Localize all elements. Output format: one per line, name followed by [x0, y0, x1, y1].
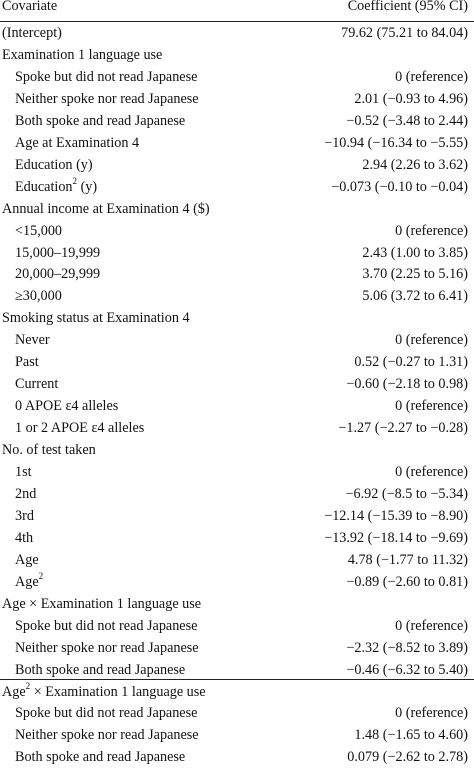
- covariate-label-text: Examination 1 language use: [2, 46, 163, 63]
- covariate-label: [15, 176, 97, 198]
- covariate-label-text: Past: [15, 354, 39, 371]
- covariate-label: [15, 132, 139, 154]
- covariate-label: [15, 88, 199, 110]
- covariate-label-text: No. of test taken: [2, 442, 96, 459]
- section-heading-row: [0, 198, 474, 220]
- table-row: [0, 88, 474, 110]
- covariate-label-text: Never: [15, 332, 50, 349]
- covariate-label-suffix: (y): [77, 178, 98, 195]
- table-row: [0, 461, 474, 483]
- covariate-label-text: Neither spoke nor read Japanese: [15, 639, 199, 656]
- covariate-label: [15, 154, 93, 176]
- covariate-label: [15, 373, 58, 395]
- coefficient-value: −2.32 (−8.52 to 3.89): [346, 639, 468, 656]
- covariate-label-text: 3rd: [15, 507, 34, 524]
- table-row: [0, 329, 474, 351]
- table-row: [0, 417, 474, 439]
- covariate-label-text: Annual income at Examination 4 ($): [2, 200, 210, 217]
- covariate-label: [15, 483, 36, 505]
- covariate-label: [15, 659, 185, 681]
- coefficient-value: 0 (reference): [395, 398, 468, 415]
- covariate-label: [15, 417, 144, 439]
- coefficient-value: −0.46 (−6.32 to 5.40): [346, 661, 468, 678]
- covariate-label-text: Education (y): [15, 156, 93, 173]
- covariate-label-text: 4th: [15, 529, 34, 546]
- covariate-label: [2, 44, 162, 66]
- covariate-label-text: <15,000: [15, 222, 63, 239]
- superscript: 2: [72, 175, 78, 186]
- covariate-label-text: 15,000–19,999: [15, 244, 101, 261]
- covariate-label-text: 2nd: [15, 485, 37, 502]
- table-row: [0, 659, 474, 681]
- covariate-label-text: Age: [15, 551, 39, 568]
- covariate-label: [15, 285, 62, 307]
- covariate-label-text: Current: [15, 376, 59, 393]
- covariate-label-text: Both spoke and read Japanese: [15, 112, 186, 129]
- covariate-label-text: (Intercept): [2, 25, 62, 41]
- covariate-label: [15, 571, 43, 593]
- table-row: [0, 242, 474, 264]
- table-row: [0, 505, 474, 527]
- table-row: [0, 285, 474, 307]
- covariate-label-text: Age × Examination 1 language use: [2, 595, 202, 612]
- covariate-label-text: 1 or 2 APOE ε4 alleles: [15, 420, 145, 437]
- covariate-label: [15, 549, 39, 571]
- covariate-label: [2, 307, 190, 329]
- covariate-label-text: Both spoke and read Japanese: [15, 661, 186, 678]
- covariate-label-text: 1st: [15, 464, 32, 480]
- covariate-column-header: Covariate: [2, 0, 58, 14]
- covariate-label: [2, 593, 201, 615]
- covariate-label-text: 0 APOE ε4 alleles: [15, 398, 119, 415]
- covariate-label: [15, 395, 118, 417]
- table-row: [0, 154, 474, 176]
- covariate-label: [15, 66, 197, 88]
- covariate-label-text: Spoke but did not read Japanese: [15, 705, 198, 722]
- table-row: [0, 702, 474, 724]
- coefficient-value: 0 (reference): [395, 464, 468, 480]
- covariate-label: [15, 461, 32, 483]
- coefficient-value: 79.62 (75.21 to 84.04): [341, 25, 468, 41]
- coefficient-value: −0.89 (−2.60 to 0.81): [346, 573, 468, 590]
- coefficient-value: −0.073 (−0.10 to −0.04): [331, 178, 468, 195]
- covariate-label: [15, 637, 199, 659]
- table-row: [0, 132, 474, 154]
- covariate-label-text: Age: [2, 683, 26, 700]
- coefficient-column-header: Coefficient (95% CI): [347, 0, 468, 14]
- covariate-label-text: Education: [15, 178, 73, 195]
- coefficient-value: −0.52 (−3.48 to 2.44): [346, 112, 468, 129]
- table-row: [0, 637, 474, 659]
- covariate-label: [15, 615, 197, 637]
- covariate-label-text: 20,000–29,999: [15, 266, 101, 283]
- covariate-label-text: Neither spoke nor read Japanese: [15, 90, 199, 107]
- covariate-label-text: Spoke but did not read Japanese: [15, 68, 198, 85]
- section-heading-row: [0, 681, 474, 703]
- coefficient-value: 0 (reference): [395, 68, 468, 85]
- table-row: [0, 724, 474, 746]
- coefficient-value: 1.48 (−1.65 to 4.60): [354, 727, 468, 744]
- coefficient-value: −13.92 (−18.14 to −9.69): [324, 529, 468, 546]
- section-heading-row: [0, 593, 474, 615]
- table-row: [0, 110, 474, 132]
- covariate-label: [15, 702, 197, 724]
- covariate-label-text: ≥30,000: [15, 288, 62, 305]
- covariate-label-text: Age at Examination 4: [15, 134, 140, 151]
- covariate-label: [15, 527, 33, 549]
- coefficient-value: 0 (reference): [395, 617, 468, 634]
- table-row: [0, 746, 474, 768]
- table-row: [0, 351, 474, 373]
- coefficient-value: 5.06 (3.72 to 6.41): [362, 288, 468, 305]
- coefficient-value: −10.94 (−16.34 to −5.55): [324, 134, 468, 151]
- coefficient-value: 0.52 (−0.27 to 1.31): [354, 354, 468, 371]
- covariate-label-text: Age: [15, 573, 39, 590]
- covariate-label-text: Neither spoke nor read Japanese: [15, 727, 199, 744]
- covariate-label-text: Both spoke and read Japanese: [15, 749, 186, 766]
- covariate-label-suffix: × Examination 1 language use: [30, 683, 206, 700]
- covariate-label: [15, 263, 100, 285]
- coefficient-value: 2.94 (2.26 to 3.62): [362, 156, 468, 173]
- table-row: [0, 483, 474, 505]
- coefficient-value: 0.079 (−2.62 to 2.78): [347, 749, 468, 766]
- superscript: 2: [25, 680, 31, 691]
- coefficient-value: 0 (reference): [395, 705, 468, 722]
- coefficient-value: 0 (reference): [395, 332, 468, 349]
- covariate-label-text: Spoke but did not read Japanese: [15, 617, 198, 634]
- covariate-label: [2, 198, 210, 220]
- section-heading-row: [0, 307, 474, 329]
- table-row: [0, 176, 474, 198]
- coefficient-value: 2.01 (−0.93 to 4.96): [354, 90, 468, 107]
- section-heading-row: [0, 439, 474, 461]
- covariate-label: [2, 681, 206, 703]
- covariate-label: [15, 724, 199, 746]
- covariate-label: [15, 351, 39, 373]
- covariate-label: [15, 110, 185, 132]
- covariate-label: [15, 505, 34, 527]
- covariate-label: [15, 746, 185, 768]
- table-row: [0, 66, 474, 88]
- coefficient-value: −1.27 (−2.27 to −0.28): [338, 420, 468, 437]
- coefficient-value: 2.43 (1.00 to 3.85): [362, 244, 468, 261]
- covariate-label-text: Smoking status at Examination 4: [2, 310, 190, 327]
- table-row: [0, 527, 474, 549]
- table-row: [0, 395, 474, 417]
- table-row: [0, 373, 474, 395]
- superscript: 2: [38, 571, 44, 582]
- coefficient-value: −0.60 (−2.18 to 0.98): [346, 376, 468, 393]
- section-heading-row: [0, 44, 474, 66]
- coefficient-value: 4.78 (−1.77 to 11.32): [347, 551, 468, 568]
- table-row: [0, 220, 474, 242]
- covariate-label: [15, 220, 62, 242]
- table-row: [0, 615, 474, 637]
- table-row: [0, 571, 474, 593]
- covariate-label: [15, 329, 50, 351]
- covariate-label: [2, 439, 96, 461]
- covariate-label: [15, 242, 100, 264]
- coefficient-value: 0 (reference): [395, 222, 468, 239]
- coefficient-value: −6.92 (−8.5 to −5.34): [345, 485, 468, 502]
- table-row: [0, 549, 474, 571]
- table-header-row: [0, 0, 474, 22]
- coefficient-value: 3.70 (2.25 to 5.16): [362, 266, 468, 283]
- coefficient-value: −12.14 (−15.39 to −8.90): [324, 507, 468, 524]
- covariate-label: [2, 22, 62, 44]
- section-heading-row: [0, 22, 474, 44]
- table-row: [0, 263, 474, 285]
